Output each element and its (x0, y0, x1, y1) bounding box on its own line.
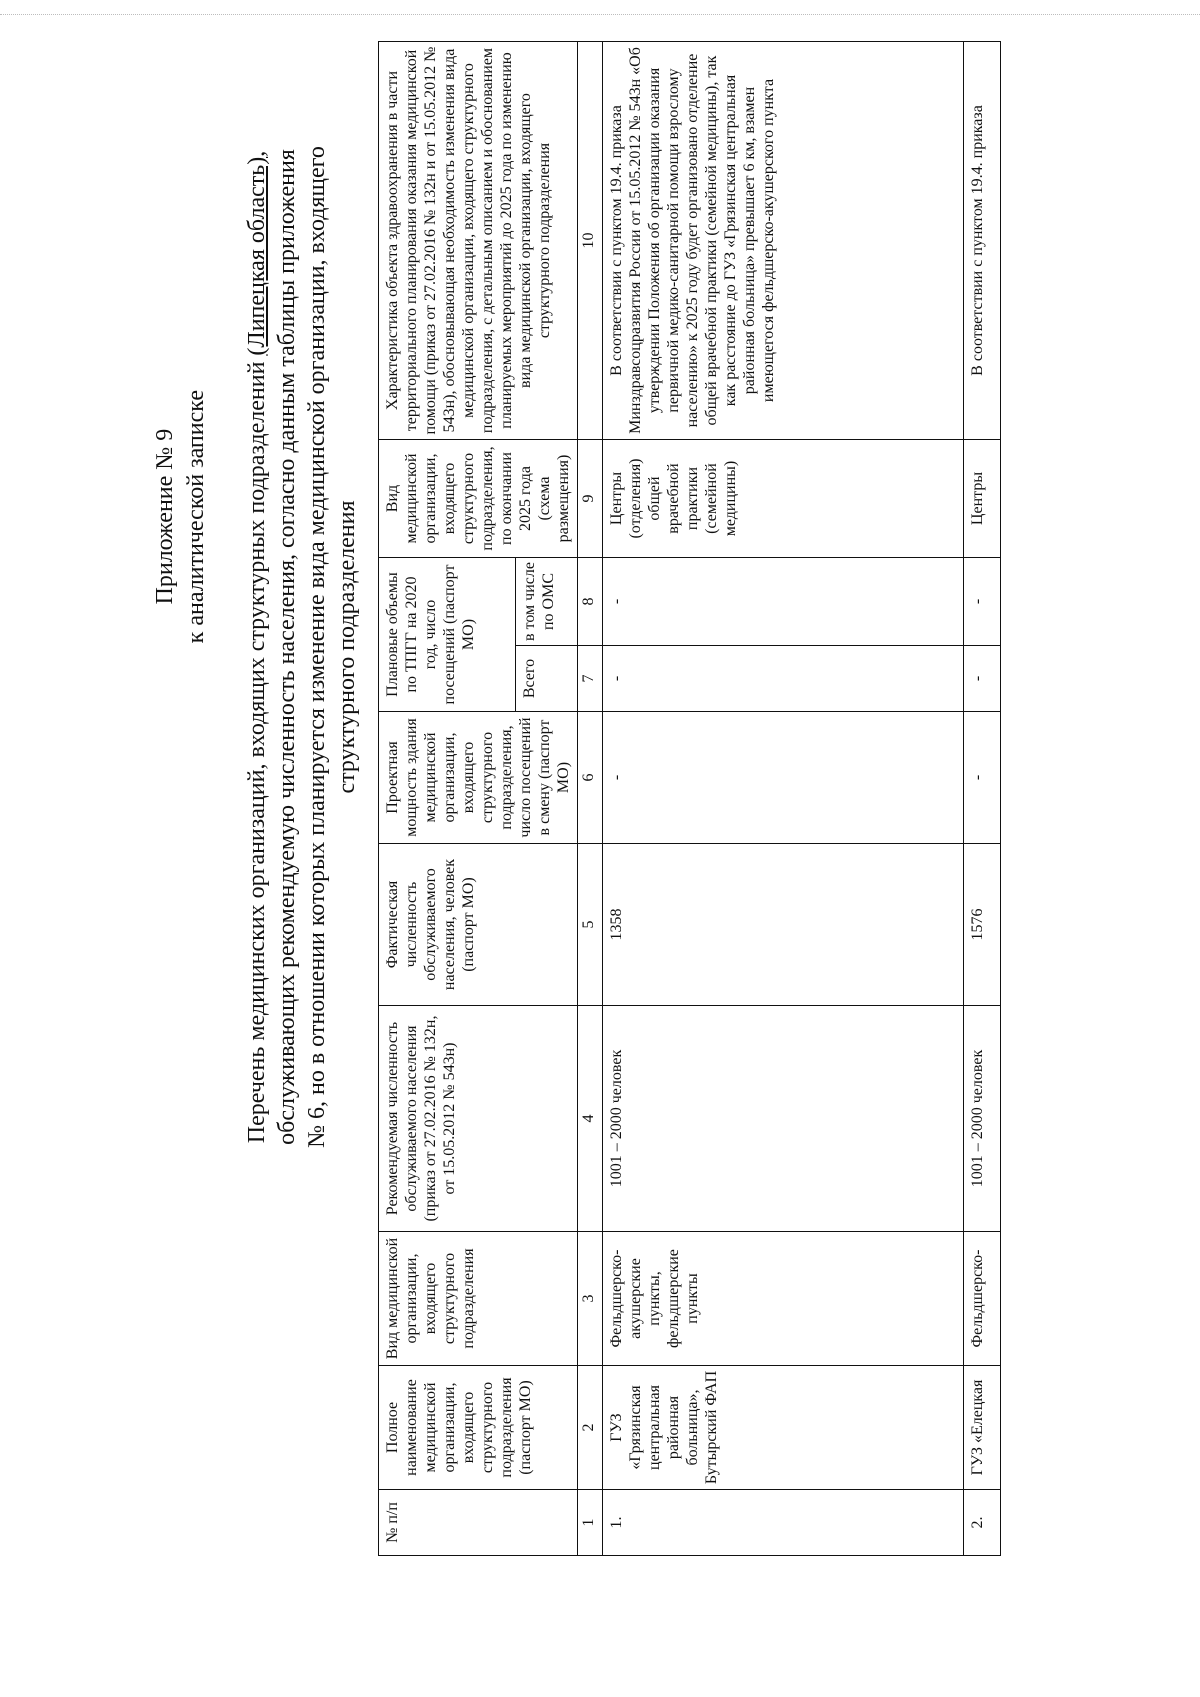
row-org-name: ГУЗ «Грязинская центральная районная больница», Бутырский ФАП (603, 1366, 964, 1490)
row-org-type: Фельдшерско-акушерские пункты, фельдшерские пункты (603, 1232, 964, 1366)
heading-part-2: , обслуживающих рекомендуемую численность населения, согласно данным таблицы приложения № 6, но в отношении которых планируется изменение вида медицинской организации, входящего структурного подразделения (244, 146, 360, 1148)
document-heading (242, 137, 362, 1157)
column-number: 9 (578, 440, 603, 558)
column-number: 2 (578, 1366, 603, 1490)
row-type-2025: Центры (964, 440, 1001, 558)
heading-part-1: Перечень медицинских организаций, входящих структурных подразделений (244, 355, 270, 1144)
row-total: - (603, 646, 964, 712)
column-number: 4 (578, 1006, 603, 1232)
column-numbers-row (578, 42, 603, 1556)
heading-region: (Липецкая область) (244, 156, 270, 356)
header-cell-type-2025: Вид медицинской организации, входящего структурного подразделения, по окончании 2025 года (схема размещения) (379, 440, 578, 558)
row-description: В соответствии с пунктом 19.4. приказа (964, 42, 1001, 440)
row-total: - (964, 646, 1001, 712)
header-cell-org-type: Вид медицинской организации, входящего структурного подразделения (379, 1232, 578, 1366)
table-row (603, 42, 964, 1556)
row-recommended: 1001 – 2000 человек (964, 1006, 1001, 1232)
row-description: В соответствии с пунктом 19.4. приказа Минздравсоцразвития России от 15.05.2012 № 543н «Об утверждении Положения об организации оказания первичной медико-санитарной помощи взрослому населению» к 2025 году будет организовано отделение общей врачебной практики (семейной медицины), так как расстояние до ГУЗ «Грязинская центральная районная больница» превышает 6 км, взамен имеющегося фельдшерско-акушерского пункта (603, 42, 964, 440)
row-capacity: - (603, 712, 964, 844)
table-row (964, 42, 1001, 1556)
header-cell-description: Характеристика объекта здравоохранения в части территориального планирования оказания медицинской помощи (приказ от 27.02.2016 № 132н и от 15.05.2012 № 543н), обосновывающая необходимость изменения вида медицинской организации, входящего структурного подразделения, с детальным описанием и обоснованием планируемых мероприятий до 2025 года по изменению вида медицинской организации, входящего структурного подразделения (379, 42, 578, 440)
row-actual: 1358 (603, 844, 964, 1006)
row-number: 1. (603, 1490, 964, 1556)
appendix-label (150, 390, 212, 643)
column-number: 5 (578, 844, 603, 1006)
row-capacity: - (964, 712, 1001, 844)
row-actual: 1576 (964, 844, 1001, 1006)
row-type-2025: Центры (отделения) общей врачебной практики (семейной медицины) (603, 440, 964, 558)
header-cell-actual: Фактическая численность обслуживаемого населения, человек (паспорт МО) (379, 844, 578, 1006)
column-number: 8 (578, 558, 603, 646)
row-org-type: Фельдшерско- (964, 1232, 1001, 1366)
header-cell-total: Всего (516, 646, 578, 712)
column-number: 6 (578, 712, 603, 844)
appendix-number: Приложение № 9 (152, 428, 178, 605)
column-number: 1 (578, 1490, 603, 1556)
header-cell-recommended: Рекомендуемая численность обслуживаемого населения (приказ от 27.02.2016 № 132н, от 15.05.2012 № 543н) (379, 1006, 578, 1232)
column-number: 7 (578, 646, 603, 712)
organizations-table (378, 41, 1001, 1556)
header-row (379, 42, 516, 1556)
row-recommended: 1001 – 2000 человек (603, 1006, 964, 1232)
column-number: 10 (578, 42, 603, 440)
header-cell-oms: в том числе по ОМС (516, 558, 578, 646)
column-number: 3 (578, 1232, 603, 1366)
appendix-subtitle: к аналитической записке (183, 390, 209, 644)
header-cell-number: № п/п (379, 1490, 578, 1556)
row-org-name: ГУЗ «Елецкая (964, 1366, 1001, 1490)
row-number: 2. (964, 1490, 1001, 1556)
row-oms: - (964, 558, 1001, 646)
header-cell-org-name: Полное наименование медицинской организации, входящего структурного подразделения (паспорт МО) (379, 1366, 578, 1490)
header-cell-planned-volumes: Плановые объемы по ТПГГ на 2020 год, число посещений (паспорт МО) (379, 558, 516, 712)
row-oms: - (603, 558, 964, 646)
header-cell-capacity: Проектная мощность здания медицинской организации, входящего структурного подразделения, число посещений в смену (паспорт МО) (379, 712, 578, 844)
